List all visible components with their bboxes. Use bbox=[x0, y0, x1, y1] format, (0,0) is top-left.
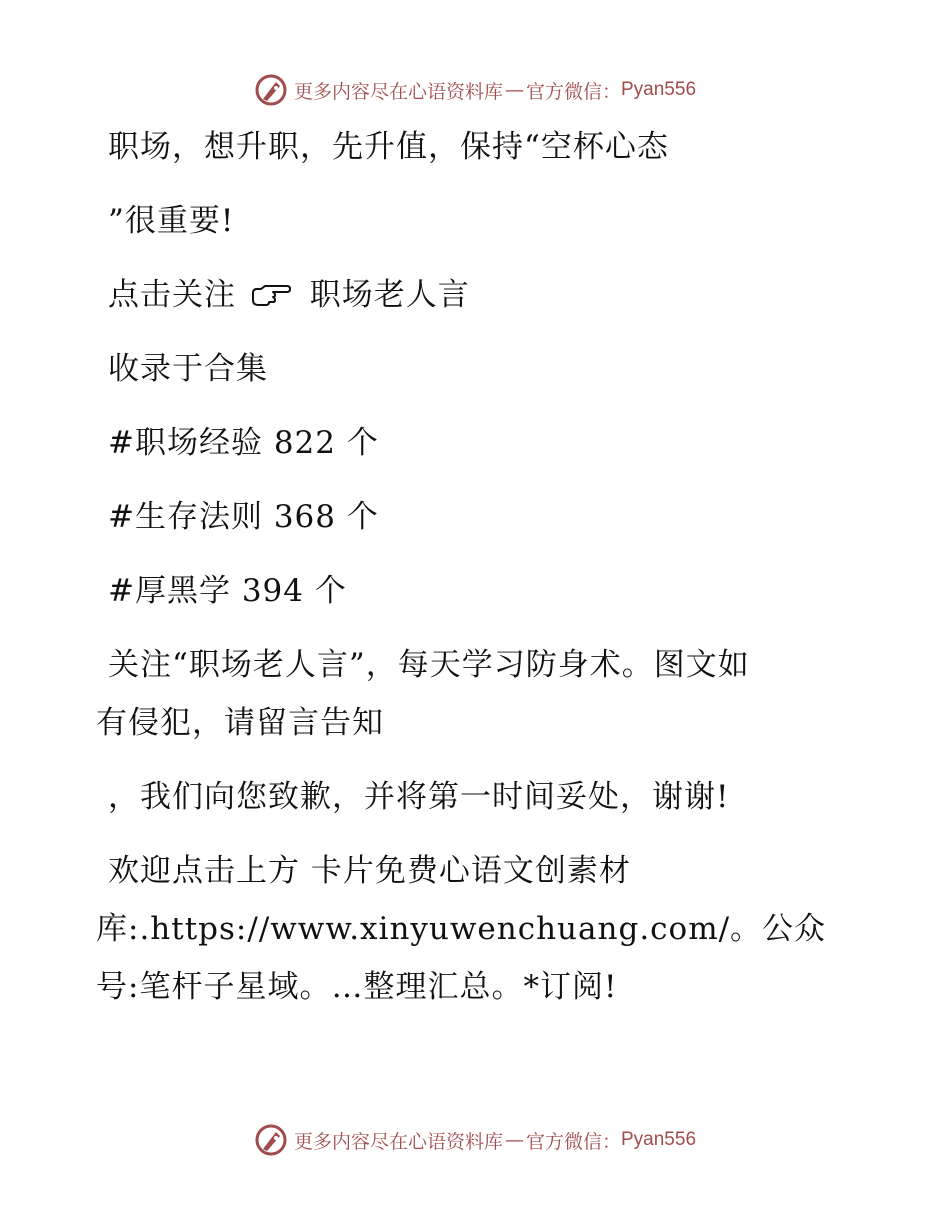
watermark-wechat-label: 官方微信： bbox=[525, 80, 621, 103]
watermark-text: 更多内容尽在心语资料库 bbox=[293, 1130, 503, 1153]
watermark-wechat-id: Pyan556 bbox=[621, 1129, 697, 1150]
text-line-1: 职场，想升职，先升值，保持“空杯心态 bbox=[108, 129, 669, 165]
tag-line-survival-rules: #生存法则 368 个 bbox=[108, 499, 379, 535]
text-line-11: 欢迎点击上方 卡片免费心语文创素材 bbox=[108, 853, 631, 889]
watermark-wechat-label: 官方微信： bbox=[525, 1130, 621, 1153]
pen-nib-logo-icon bbox=[254, 1123, 288, 1157]
text-line-2: ”很重要! bbox=[108, 203, 235, 239]
text-line-13: 号:笔杆子星域。…整理汇总。*订阅! bbox=[96, 969, 618, 1005]
text-line-10: ，我们向您致歉，并将第一时间妥处，谢谢! bbox=[108, 779, 730, 815]
text-line-9: 有侵犯，请留言告知 bbox=[96, 705, 384, 741]
tag-line-workplace-experience: #职场经验 822 个 bbox=[108, 425, 379, 461]
footer-watermark bbox=[0, 1120, 950, 1160]
text-line-3 bbox=[108, 275, 470, 315]
text-line-8: 关注“职场老人言”，每天学习防身术。图文如 bbox=[108, 647, 750, 683]
follow-prompt: 点击关注 bbox=[108, 277, 236, 313]
pointing-hand-icon bbox=[251, 283, 291, 307]
text-line-4: 收录于合集 bbox=[108, 351, 268, 387]
text-line-12-url: 库:.https://www.xinyuwenchuang.com/。公众 bbox=[96, 911, 827, 947]
account-name: 职场老人言 bbox=[309, 277, 470, 313]
watermark-wechat-id: Pyan556 bbox=[621, 79, 697, 100]
watermark-separator: — bbox=[504, 1129, 524, 1151]
pen-nib-logo-icon bbox=[254, 73, 288, 107]
tag-line-thick-black: #厚黑学 394 个 bbox=[108, 573, 347, 609]
watermark-separator: — bbox=[504, 79, 524, 101]
watermark-text: 更多内容尽在心语资料库 bbox=[293, 80, 503, 103]
header-watermark bbox=[0, 70, 950, 110]
